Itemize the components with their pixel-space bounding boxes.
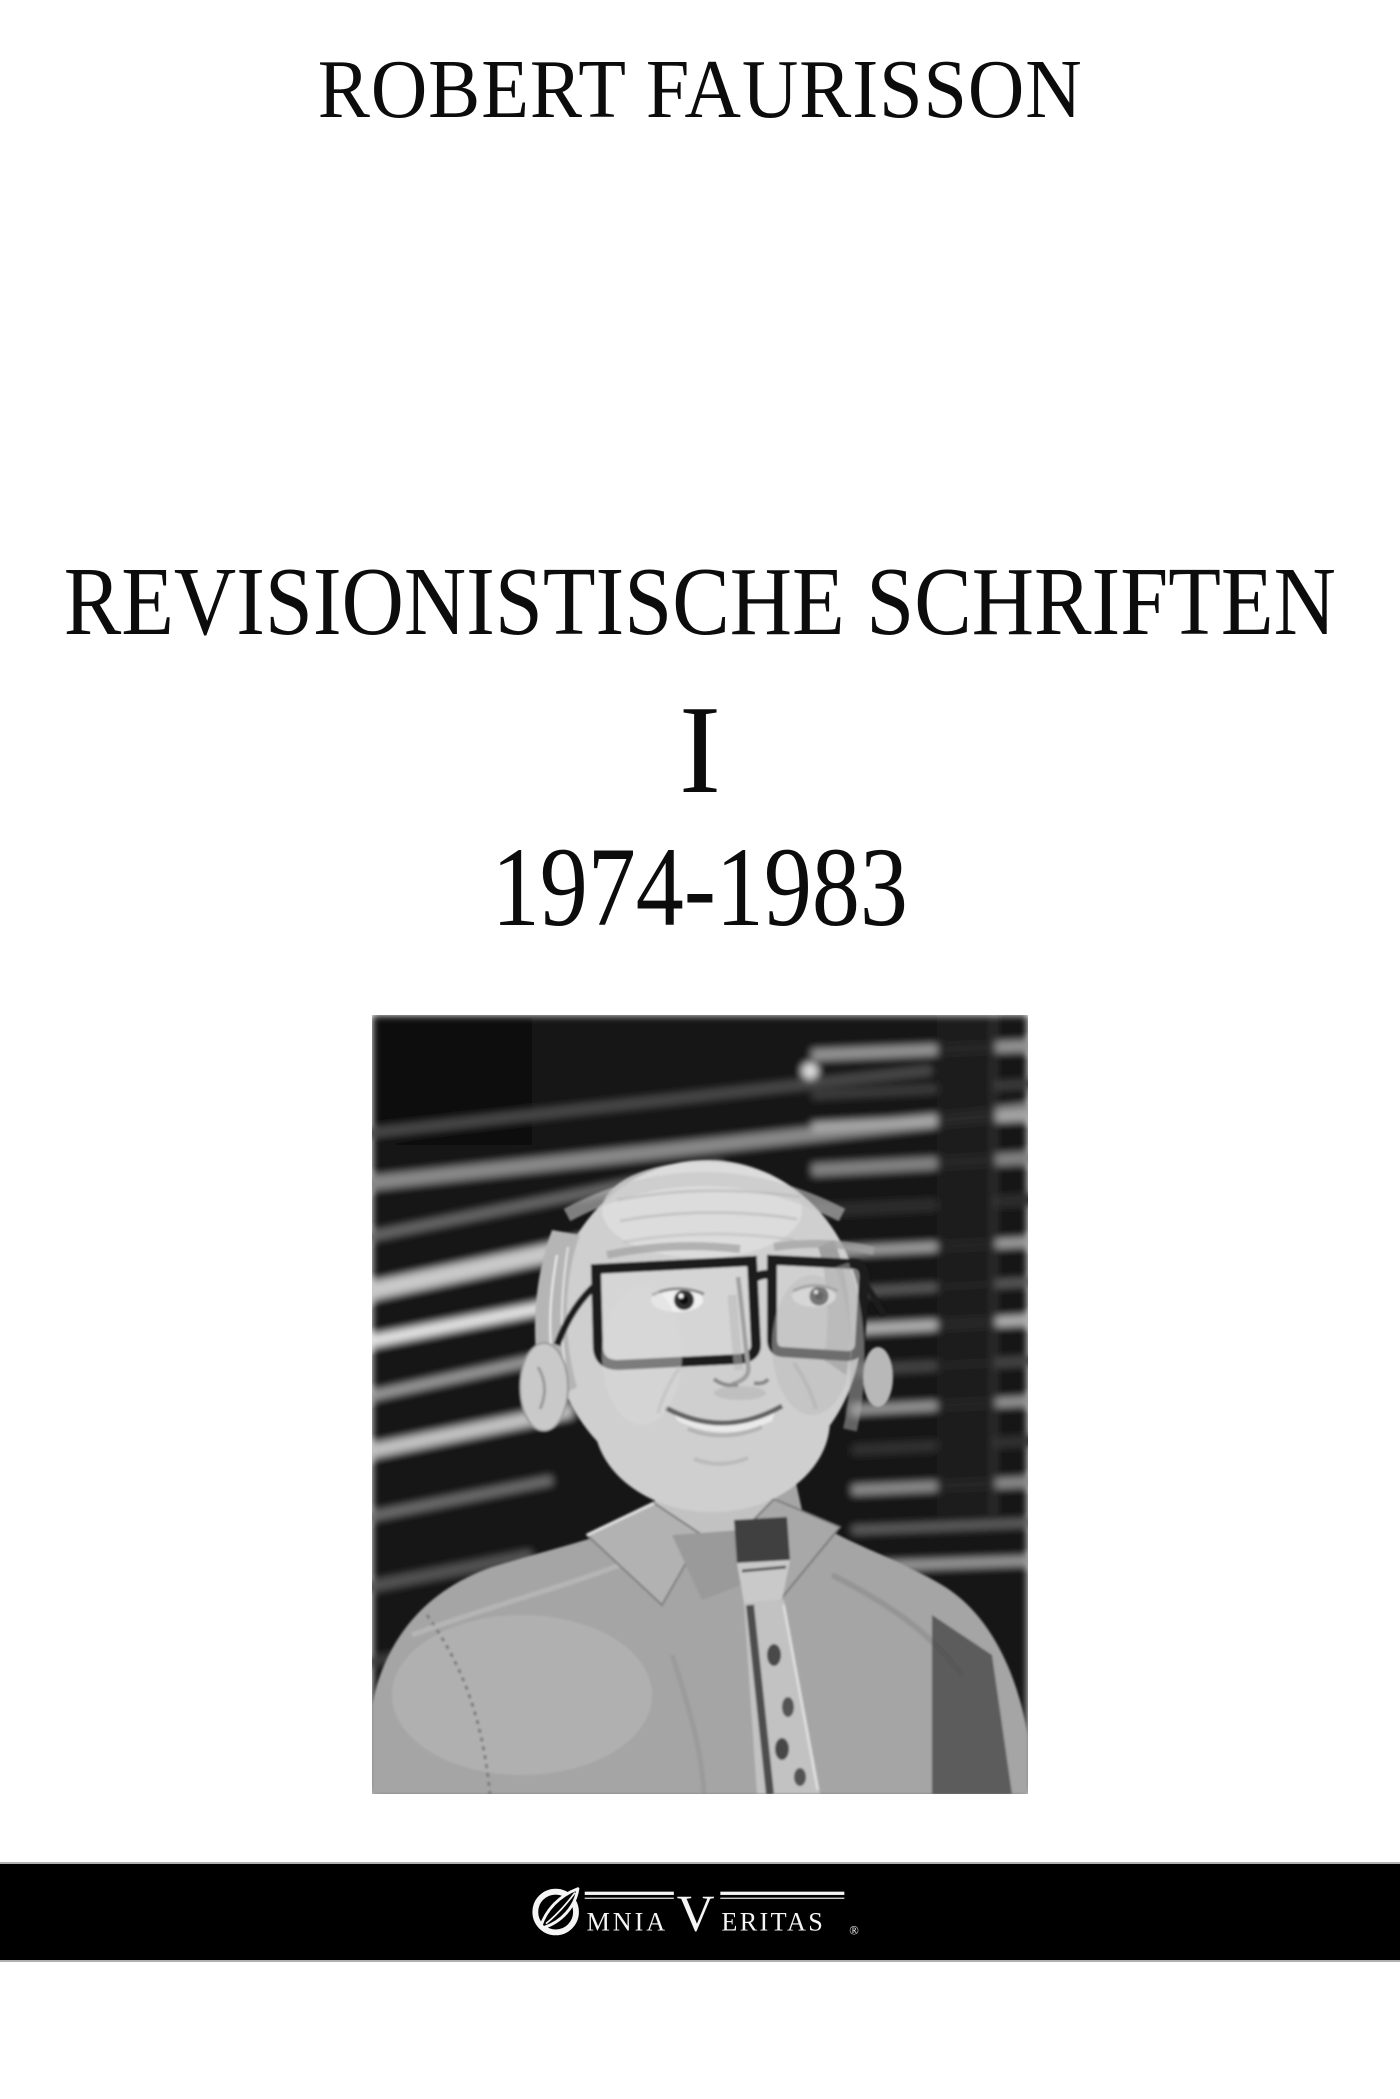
omnia-text: MNIA [586,1907,668,1937]
veritas-overline-thin [720,1898,844,1899]
veritas-initial: V [676,1884,715,1943]
publisher-logo [525,1881,875,1943]
book-title-text: REVISIONISTISCHE SCHRIFTEN [63,548,1337,656]
omnia-overline-thin [585,1898,674,1899]
volume-numeral [0,681,1400,820]
portrait-photo-illustration [372,1015,1028,1794]
leaf-ring-o-icon [535,1889,578,1933]
publisher-band [0,1862,1400,1962]
years-range [0,825,1400,950]
volume-numeral-text: I [679,681,721,820]
omnia-overline [585,1892,674,1895]
book-title [0,548,1400,656]
portrait-photo [372,1015,1028,1794]
author-name-text: ROBERT FAURISSON [317,43,1083,136]
years-range-text: 1974-1983 [491,825,909,950]
registered-mark: ® [849,1923,859,1938]
veritas-text: ERITAS [721,1907,826,1937]
author-name [0,43,1400,136]
veritas-overline [720,1892,844,1895]
